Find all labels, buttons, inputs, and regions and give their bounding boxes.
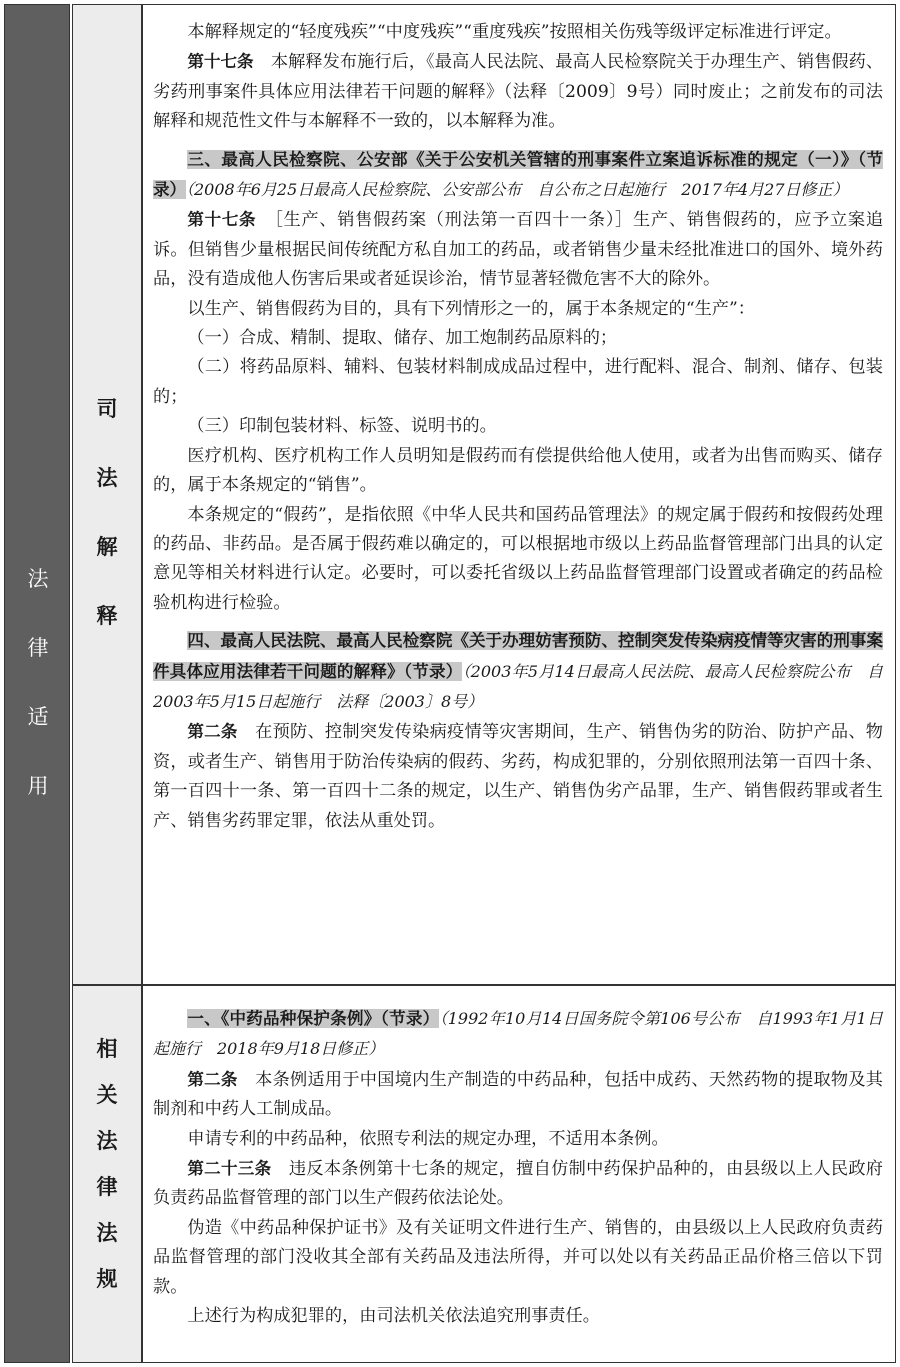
- related-laws-label: [73, 1026, 141, 1302]
- article-number: 第十七条: [187, 210, 257, 230]
- heading-note: （1992年10月14日国务院令第106号公布 自1993年1月1日起施行 2018年9月18日修正）: [153, 1009, 884, 1059]
- label-char: 相: [96, 1037, 118, 1061]
- paragraph: 第二条 本条例适用于中国境内生产制造的中药品种，包括中成药、天然药物的提取物及其制剂和中药人工制成品。: [153, 1069, 883, 1120]
- label-char: 律: [96, 1175, 118, 1199]
- paragraph: 以生产、销售假药为目的，具有下列情形之一的，属于本条规定的“生产”：: [187, 298, 755, 319]
- section-heading: [153, 145, 883, 206]
- paragraph: 第十七条 ［生产、销售假药案（刑法第一百四十一条）］生产、销售假药的，应予立案追诉。但销售少量根据民间传统配方私自加工的药品，或者销售少量未经批准进口的国外、境外药品，没有造成他人伤害后果或者延误诊治，情节显著轻微危害不大的除外。: [153, 210, 884, 290]
- paragraph: 本条规定的“假药”，是指依照《中华人民共和国药品管理法》的规定属于假药和按假药处理的药品、非药品。是否属于假药难以确定的，可以根据地市级以上药品监督管理部门出具的认定意见等相关材料进行认定。必要时，可以委托省级以上药品监督管理部门设置或者确定的药品检验机构进行检验。: [153, 504, 883, 613]
- outer-label-char: 律: [27, 636, 49, 660]
- paragraph: 本解释规定的“轻度残疾”“中度残疾”“重度残疾”按照相关伤残等级评定标准进行评定。: [187, 22, 842, 42]
- heading-title: 三、最高人民检察院、公安部《关于公安机关管辖的刑事案件立案追诉标准的规定（一）》（节录）: [153, 149, 883, 200]
- paragraph: 第二条 在预防、控制突发传染病疫情等灾害期间，生产、销售伪劣的防治、防护产品、物资，或者生产、销售用于防治传染病的假药、劣药，构成犯罪的，分别依照刑法第一百四十条、第一百四十一条、第一百四十二条的规定，以生产、销售伪劣产品罪，生产、销售假药罪或者生产、销售劣药罪定罪，依法从重处罚。: [153, 722, 883, 831]
- label-char: 法: [96, 1221, 118, 1245]
- judicial-interpretation-label: [73, 375, 141, 651]
- section-heading: [153, 1004, 883, 1065]
- paragraph: 第二十三条 违反本条例第十七条的规定，擅自仿制中药保护品种的，由县级以上人民政府负责药品监督管理的部门以生产假药依法论处。: [153, 1159, 883, 1209]
- outer-label-char: 用: [27, 774, 49, 798]
- paragraph: （三）印制包装材料、标签、说明书的。: [187, 416, 497, 437]
- label-char: 释: [96, 604, 118, 628]
- outer-label-char: 法: [27, 567, 49, 591]
- label-char: 法: [96, 466, 118, 490]
- heading-title: 四、最高人民法院、最高人民检察院《关于办理妨害预防、控制突发传染病疫情等灾害的刑事案件具体应用法律若干问题的解释》（节录）: [153, 631, 883, 681]
- paragraph: （一）合成、精制、提取、储存、加工炮制药品原料的；: [187, 328, 618, 349]
- outer-category-cell: [4, 4, 70, 1363]
- paragraph: 上述行为构成犯罪的，由司法机关依法追究刑事责任。: [187, 1306, 600, 1327]
- article-number: 第十七条: [187, 52, 254, 72]
- judicial-interpretation-content: [142, 4, 896, 985]
- label-char: 规: [96, 1267, 118, 1291]
- section-heading: [153, 626, 883, 717]
- paragraph: 申请专利的中药品种，依照专利法的规定办理，不适用本条例。: [187, 1128, 669, 1149]
- paragraph: （二）将药品原料、辅料、包装材料制成成品过程中，进行配料、混合、制剂、储存、包装的；: [153, 357, 883, 407]
- outer-label-char: 适: [27, 705, 49, 729]
- heading-title: 一、《中药品种保护条例》（节录）: [187, 1009, 440, 1028]
- paragraph: 第十七条 本解释发布施行后，《最高人民法院、最高人民检察院关于办理生产、销售假药、劣药刑事案件具体应用法律若干问题的解释》（法释〔2009〕9号）同时废止；之前发布的司法解释和规范性文件与本解释不一致的，以本解释为准。: [153, 52, 884, 132]
- judicial-interpretation-label-cell: [72, 4, 142, 985]
- paragraph: 医疗机构、医疗机构工作人员明知是假药而有偿提供给他人使用，或者为出售而购买、储存的，属于本条规定的“销售”。: [153, 445, 883, 496]
- label-char: 司: [96, 397, 118, 421]
- article-number: 第二十三条: [187, 1159, 272, 1179]
- label-char: 关: [96, 1083, 118, 1107]
- paragraph: 伪造《中药品种保护证书》及有关证明文件进行生产、销售的，由县级以上人民政府负责药品监督管理的部门没收其全部有关药品及违法所得，并可以处以有关药品正品价格三倍以下罚款。: [153, 1217, 883, 1297]
- label-char: 法: [96, 1129, 118, 1153]
- label-char: 解: [96, 535, 118, 559]
- related-laws-label-cell: [72, 985, 142, 1363]
- related-laws-content: [142, 985, 896, 1363]
- heading-note: （2008年6月25日最高人民检察院、公安部公布 自公布之日起施行 2017年4月27日修正）: [186, 180, 849, 200]
- heading-note: （2003年5月14日最高人民法院、最高人民检察院公布 自2003年5月15日起施行 法释〔2003〕8号）: [153, 661, 884, 711]
- article-number: 第二条: [187, 1069, 238, 1089]
- article-number: 第二条: [187, 722, 238, 742]
- outer-category-label: [5, 545, 71, 821]
